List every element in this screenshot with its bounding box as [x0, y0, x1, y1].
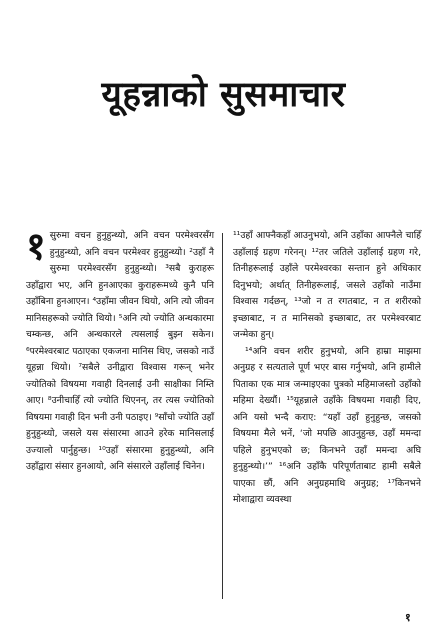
right-column — [233, 228, 421, 600]
text-columns — [26, 224, 421, 600]
paragraph: ¹¹उहाँ आफ्नैकहाँ आउनुभयो, अनि उहाँका आफ्नैले चाहिँ उहाँलाई ग्रहण गरेनन्। ¹²तर जतिले उहाँलाई ग्रहण गरे, तिनीहरूलाई उहाँले परमेश्‍वरका सन्तान हुने अधिकार दिनुभयो; अर्थात् तिनीहरूलाई, जसले उहाँको नाउँमा विश्‍वास गर्दछन्, ¹³जो न त रगतबाट, न त शरीरको इच्छाबाट, न त मानिसको इच्छाबाट, तर परमेश्‍वरबाट जन्मेका हुन्। — [233, 230, 421, 340]
paragraph — [26, 224, 214, 476]
left-column — [26, 224, 214, 600]
paragraph-text: सुरुमा वचन हुनुहुन्थ्यो, अनि वचन परमेश्‍वरसँग हुनुहुन्थ्यो, अनि वचन परमेश्‍वर हुनुहुन्थ्यो। ²उहाँ नै सुरुमा परमेश्‍वरसँग हुनुहुन्थ्यो। ³सबै कुराहरू उहाँद्वारा भए, अनि हुनआएका कुराहरूमध्ये कुनै पनि उहाँबिना हुनआएन। ⁴उहाँमा जीवन थियो, अनि त्यो जीवन मानिसहरूको ज्योति थियो। ⁵अनि त्यो ज्योति अन्धकारमा चम्कन्छ, अनि अन्धकारले त्यसलाई बुझ्न सकेन। ⁶परमेश्‍वरबाट पठाएका एकजना मानिस थिए, जसको नाउँ यूहन्ना थियो। ⁷सबैले उनीद्वारा विश्‍वास गरून् भनेर ज्योतिको विषयमा गवाही दिनलाई उनी साक्षीका निम्ति आए। ⁸उनीचाहिँ त्यो ज्योति थिएनन्, तर त्यस ज्योतिको विषयमा गवाही दिन भनी उनी पठाइए। ⁹साँचो ज्योति उहाँ हुनुहुन्थ्यो, जसले यस संसारमा आउने हरेक मानिसलाई उज्यालो पार्नुहुन्छ। ¹⁰उहाँ संसारमा हुनुहुन्थ्यो, अनि उहाँद्वारा संसार हुनआयो, अनि संसारले उहाँलाई चिनेन। — [26, 230, 214, 472]
book-title: यूहन्नाको सुसमाचार — [101, 75, 346, 115]
page-number: १ — [405, 611, 411, 624]
paragraph: ¹⁴अनि वचन शरीर हुनुभयो, अनि हाम्रा माझमा अनुग्रह र सत्यताले पूर्ण भएर बास गर्नुभयो, अनि हामीले पिताका एक मात्र जन्माइएका पुत्रको महिमाजस्तो उहाँको महिमा देख्यौं। ¹⁵यूहन्नाले उहाँके विषयमा गवाही दिए, अनि यसो भन्दै कराए: “यहाँ उहाँ हुनुहुन्छ, जसको विषयमा मैले भनें, ‘जो मपछि आउनुहुन्छ, उहाँ ममन्दा पहिले हुनुभएको छ; किनभने उहाँ ममन्दा अघि हुनुहुन्थ्यो।’” ¹⁶अनि उहाँकै परिपूर्णताबाट हामी सबैले पाएका छौं, अनि अनुग्रहमाथि अनुग्रह; ¹⁷किनभने मोशाद्वारा व्यवस्था — [233, 345, 421, 505]
chapter-number: १ — [26, 224, 46, 268]
